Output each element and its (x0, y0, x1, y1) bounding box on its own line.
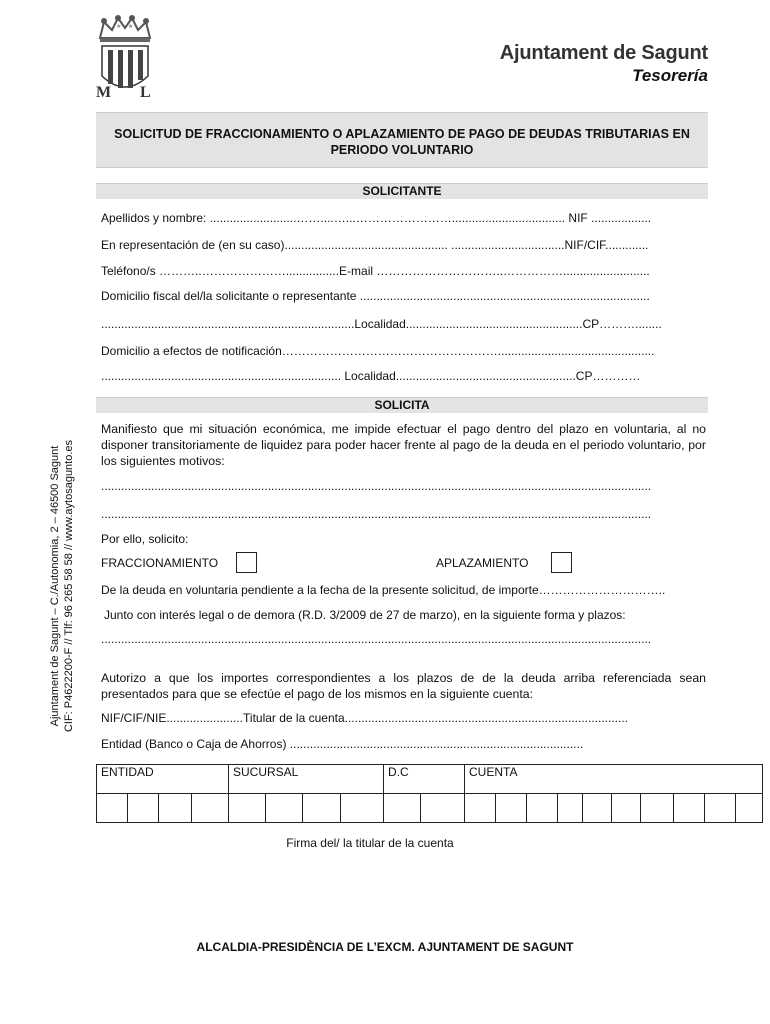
side-address-line-2: CIF: P4622200-F // Tlf: 96 265 58 58 // www.aytosagunto.es (63, 439, 75, 733)
digit-cell[interactable] (705, 794, 736, 823)
digit-cell[interactable] (674, 794, 705, 823)
side-address (48, 386, 80, 786)
aplazamiento-label: APLAZAMIENTO (436, 556, 529, 570)
header-dc: D.C (384, 765, 465, 794)
organization-name: Ajuntament de Sagunt (499, 42, 708, 64)
bank-table-header-row (97, 765, 763, 794)
firma-label: Firma del/ la titular de la cuenta (286, 836, 454, 850)
digit-cell[interactable] (612, 794, 641, 823)
field-nif-titular[interactable]: NIF/CIF/NIE.......................Titular de la cuenta..................................................................................... (101, 711, 629, 725)
digit-cell[interactable] (465, 794, 496, 823)
svg-text:★: ★ (128, 24, 134, 30)
motivos-paragraph: Manifiesto que mi situación económica, me impide efectuar el pago dentro del plazo en voluntaria, al no disponer transitoriamente de liquidez para poder hacer frente al pago de la deuda en el periodo voluntario, por los siguientes motivos: (101, 422, 706, 468)
footer-text: ALCALDIA-PRESIDÈNCIA DE L’EXCM. AJUNTAMENT DE SAGUNT (196, 940, 574, 954)
digit-cell[interactable] (303, 794, 340, 823)
digit-cell[interactable] (558, 794, 583, 823)
bank-account-table (96, 764, 763, 823)
solicitante-heading: SOLICITANTE (96, 183, 708, 199)
motivos-line-2[interactable]: ..................................................................................................................................................................... (101, 507, 652, 521)
logo-letter-l: L (140, 84, 151, 101)
title-line-2: PERIODO VOLUNTARIO (330, 143, 474, 157)
fraccionamiento-label: FRACCIONAMIENTO (101, 556, 219, 570)
plazos-line[interactable]: ..................................................................................................................................................................... (101, 632, 652, 646)
field-domicilio-localidad[interactable]: ............................................................................Localidad.....................................................CP………........ (101, 317, 662, 331)
logo-letter-m: M (96, 84, 112, 101)
autorizo-paragraph: Autorizo a que los importes correspondientes a los plazos de de la deuda arriba referenciada sean presentados para que se efectúe el pago de los mismos en la siguiente cuenta: (101, 671, 706, 701)
header-sucursal: SUCURSAL (229, 765, 384, 794)
digit-cell[interactable] (192, 794, 229, 823)
digit-cell[interactable] (421, 794, 465, 823)
bank-table-digit-row (97, 794, 763, 823)
side-address-line-1: Ajuntament de Sagunt – C./Autonomia, 2 – 46500 Sagunt (49, 445, 61, 727)
svg-text:★: ★ (116, 24, 122, 30)
digit-cell[interactable] (340, 794, 383, 823)
solicita-heading: SOLICITA (96, 397, 708, 413)
document-title (96, 112, 708, 168)
digit-cell[interactable] (641, 794, 674, 823)
field-domicilio-notificacion[interactable]: Domicilio a efectos de notificación………………………………………………............................................... (101, 344, 655, 358)
header-entidad: ENTIDAD (97, 765, 229, 794)
coat-of-arms-logo (92, 14, 158, 108)
digit-cell[interactable] (527, 794, 558, 823)
digit-cell[interactable] (159, 794, 192, 823)
department-name: Tesorería (632, 66, 708, 85)
fraccionamiento-checkbox[interactable] (236, 552, 257, 573)
aplazamiento-checkbox[interactable] (551, 552, 572, 573)
digit-cell[interactable] (736, 794, 763, 823)
header-cuenta: CUENTA (465, 765, 763, 794)
field-telefono-email[interactable]: Teléfono/s ………..…………………................E-mail …………………………..…………….......................... (101, 264, 650, 278)
motivos-line-1[interactable]: ..................................................................................................................................................................... (101, 479, 652, 493)
field-entidad-banco[interactable]: Entidad (Banco o Caja de Ahorros) ........................................................................................ (101, 737, 584, 751)
digit-cell[interactable] (229, 794, 266, 823)
title-line-1: SOLICITUD DE FRACCIONAMIENTO O APLAZAMIENTO DE PAGO DE DEUDAS TRIBUTARIAS EN (114, 127, 690, 141)
digit-cell[interactable] (496, 794, 527, 823)
digit-cell[interactable] (266, 794, 303, 823)
por-ello-label: Por ello, solicito: (101, 532, 189, 546)
field-domicilio-fiscal[interactable]: Domicilio fiscal del/la solicitante o representante ....................................................................................... (101, 289, 650, 303)
field-representacion[interactable]: En representación de (en su caso)................................................. ..................................NIF/CIF............. (101, 238, 649, 252)
organization-header (500, 42, 708, 86)
digit-cell[interactable] (384, 794, 421, 823)
digit-cell[interactable] (97, 794, 128, 823)
interes-text: Junto con interés legal o de demora (R.D. 3/2009 de 27 de marzo), en la siguiente forma y plazos: (104, 608, 626, 622)
field-notificacion-localidad[interactable]: ........................................................................ Localidad......................................................CP………… (101, 369, 641, 383)
field-apellidos-nombre[interactable]: Apellidos y nombre: ..........................……....…...…………………….................................. NIF .................. (101, 211, 652, 225)
digit-cell[interactable] (128, 794, 159, 823)
importe-deuda-field[interactable]: De la deuda en voluntaria pendiente a la fecha de la presente solicitud, de importe………………………….. (101, 583, 666, 597)
digit-cell[interactable] (583, 794, 612, 823)
